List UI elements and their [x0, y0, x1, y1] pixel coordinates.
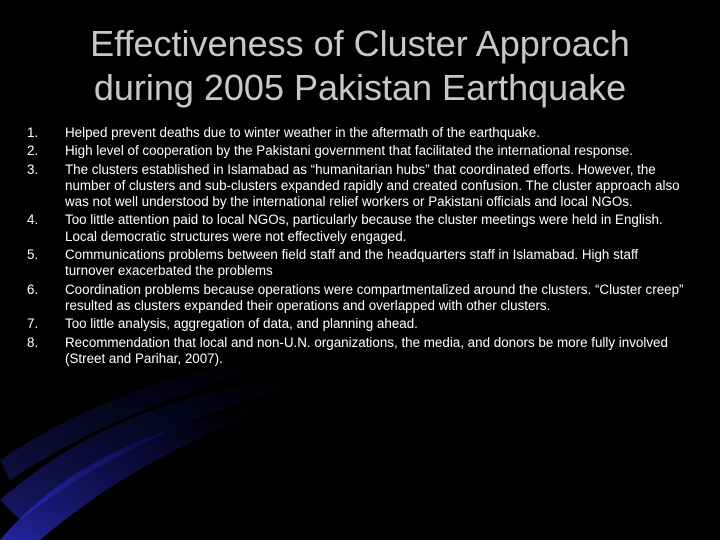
- list-item: [18, 247, 688, 280]
- list-item-number: 2.: [27, 143, 39, 159]
- list-item: [18, 316, 688, 332]
- list-item: [18, 162, 688, 211]
- list-item-text: High level of cooperation by the Pakistani government that facilitated the international response.: [65, 143, 633, 159]
- list-item-number: 6.: [27, 281, 39, 297]
- list-item-number: 5.: [27, 247, 39, 263]
- list-item-number: 8.: [27, 334, 39, 350]
- list-item-text: Too little attention paid to local NGOs, particularly because the cluster meetings were held in English. Local democratic structures were not effectively engaged.: [65, 212, 663, 244]
- slide-title-line-2: during 2005 Pakistan Earthquake: [93, 67, 627, 108]
- slide-title: [40, 22, 680, 110]
- list-item-number: 4.: [27, 212, 39, 228]
- list-item-text: The clusters established in Islamabad as “humanitarian hubs” that coordinated efforts. However, the number of clusters and sub-clusters expanded rapidly and created confusion. The cluster approach also was not well understood by the international relief workers or Pakistani officials and local NGOs.: [65, 161, 680, 210]
- list-item: [18, 143, 688, 159]
- list-item: [18, 282, 688, 315]
- list-item-text: Recommendation that local and non-U.N. organizations, the media, and donors be more fully involved (Street and Parihar, 2007).: [65, 334, 668, 366]
- list-item-number: 1.: [27, 125, 39, 140]
- list-item: [18, 335, 688, 368]
- list-item: [18, 125, 688, 141]
- list-item-text: Helped prevent deaths due to winter weather in the aftermath of the earthquake.: [65, 125, 540, 140]
- list-item-number: 7.: [27, 316, 39, 332]
- numbered-list: [18, 125, 688, 369]
- slide-title-line-1: Effectiveness of Cluster Approach: [90, 23, 630, 64]
- list-item-text: Too little analysis, aggregation of data, and planning ahead.: [65, 316, 418, 332]
- list-item: [18, 212, 688, 245]
- list-item-text: Coordination problems because operations were compartmentalized around the clusters. “Cluster creep” resulted as clusters expanded their operations and overlapped with other clusters.: [65, 281, 684, 313]
- list-item-text: Communications problems between field staff and the headquarters staff in Islamabad. High staff turnover exacerbated the problems: [65, 247, 639, 279]
- list-item-number: 3.: [27, 161, 39, 177]
